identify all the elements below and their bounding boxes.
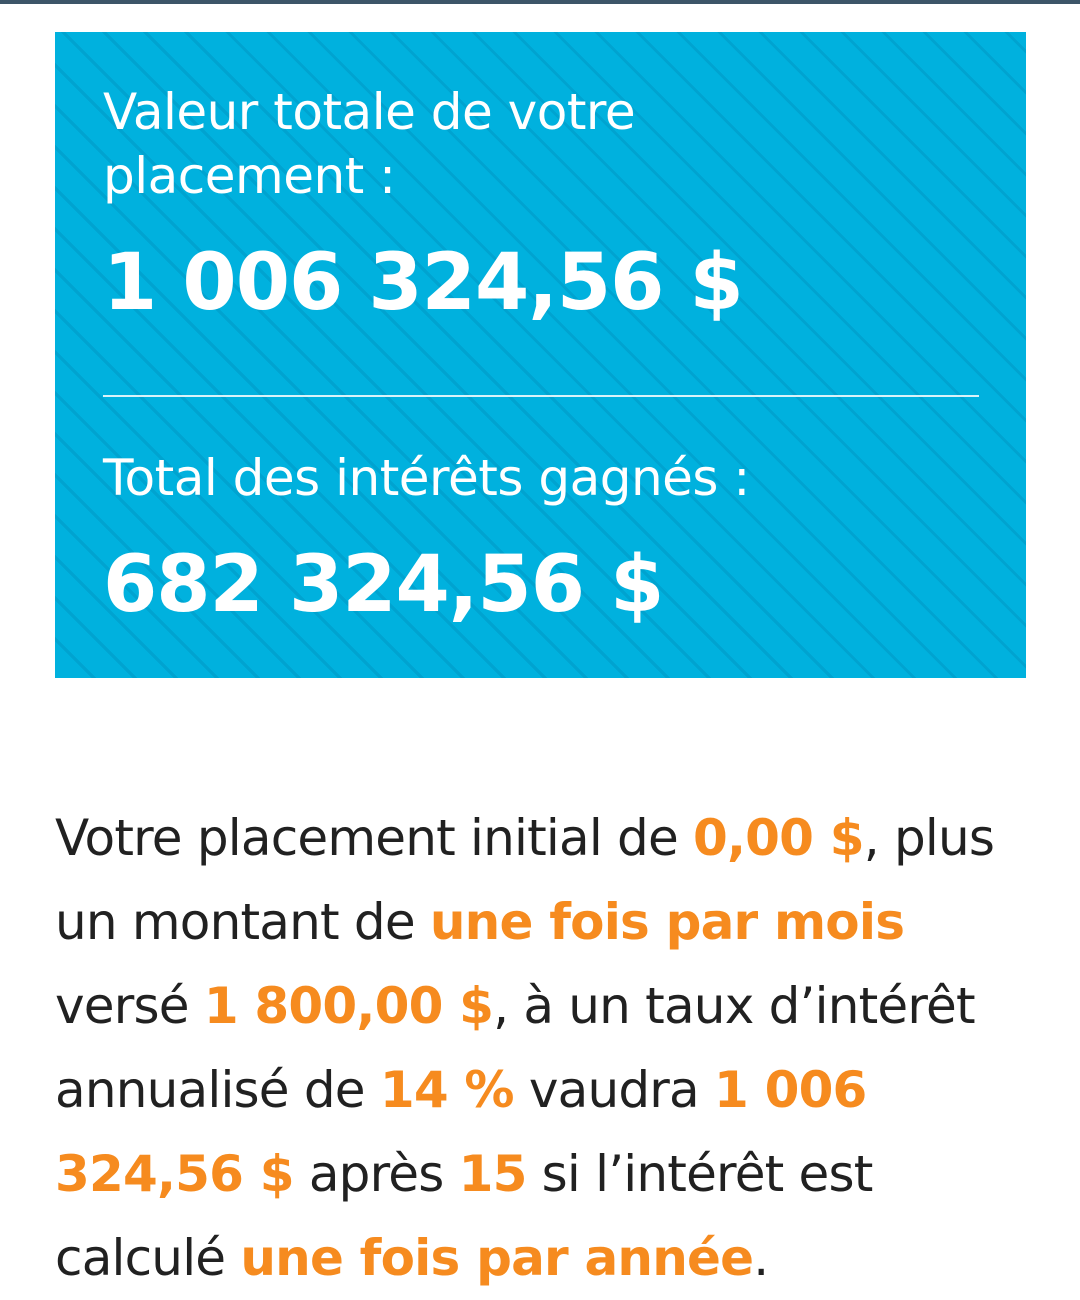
summary-text: après [293,1145,459,1203]
investment-years-value: 15 [458,1145,527,1203]
total-value-label: Valeur totale de votre placement : [103,83,636,205]
summary-text: . [753,1229,769,1287]
summary-text: si l’intérêt est calculé [55,1145,873,1287]
top-divider [0,0,1080,4]
summary-text: versé [55,977,204,1035]
summary-text: vaudra [513,1061,714,1119]
total-value-amount: 1 006 324,56 $ [103,238,743,328]
initial-amount-value: 0,00 $ [693,809,864,867]
total-interest-amount: 682 324,56 $ [103,540,664,630]
card-divider [103,395,979,397]
investment-summary-paragraph [55,796,1030,1300]
final-value-amount: 1 006 324,56 $ [55,1061,867,1203]
summary-text: , plus un montant de [55,809,995,951]
results-card [55,32,1026,678]
compounding-frequency-value: une fois par année [240,1229,754,1287]
contribution-frequency-value: une fois par mois [429,893,905,951]
summary-text: , à un taux d’intérêt annualisé de [55,977,975,1119]
total-interest-label: Total des intérêts gagnés : [103,449,750,507]
summary-text: Votre placement initial de [55,809,693,867]
contribution-amount-value: 1 800,00 $ [203,977,494,1035]
interest-rate-value: 14 % [379,1061,514,1119]
